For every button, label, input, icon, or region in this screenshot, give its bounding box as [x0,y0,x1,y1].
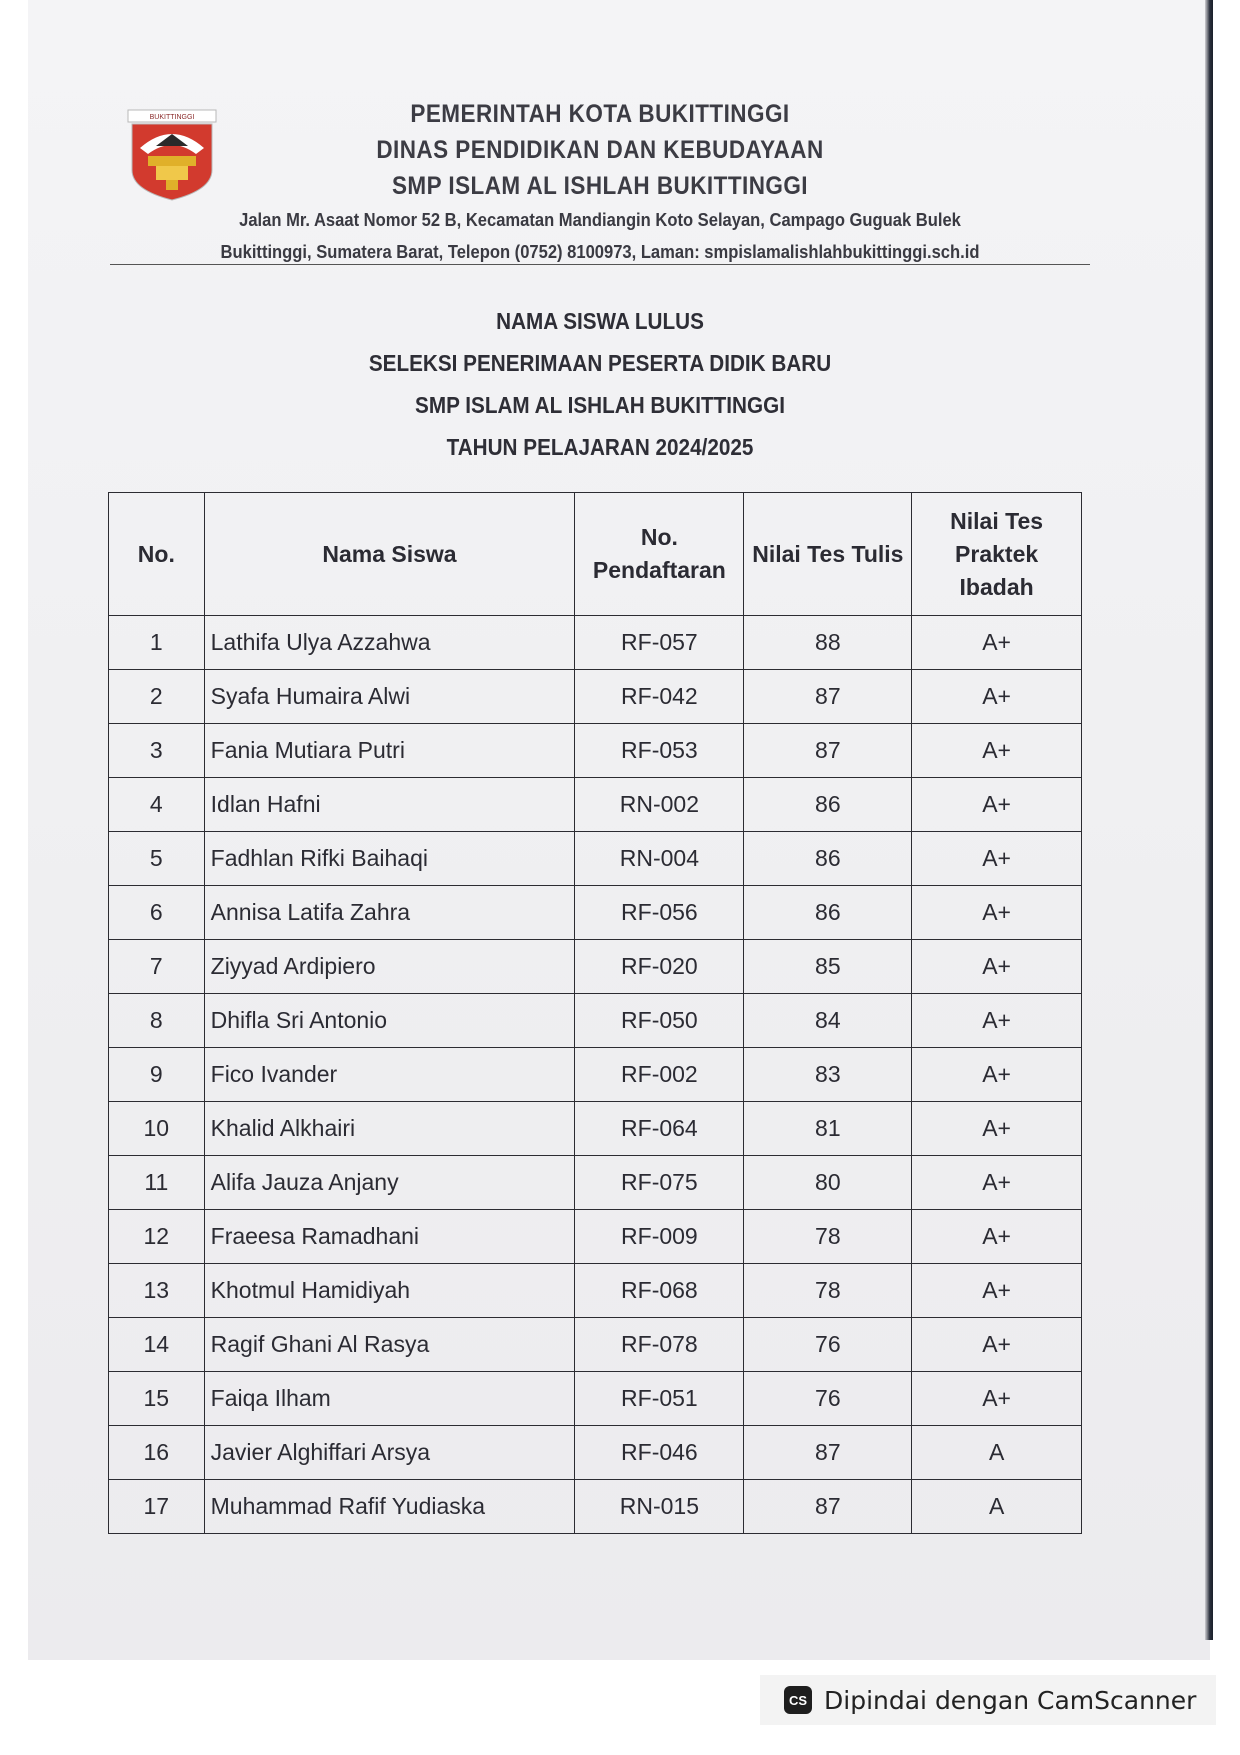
cell-worship-grade: A+ [912,1264,1082,1318]
cell-no: 13 [109,1264,205,1318]
header-worship-line1: Nilai Tes [950,507,1044,534]
cell-worship-grade: A+ [912,1372,1082,1426]
cell-worship-grade: A+ [912,1318,1082,1372]
cell-registration: RF-046 [575,1426,744,1480]
cell-worship-grade: A [912,1480,1082,1534]
cell-no: 5 [109,832,205,886]
header-name: Nama Siswa [204,493,575,616]
cell-registration: RF-020 [575,940,744,994]
cell-no: 17 [109,1480,205,1534]
cell-name: Khalid Alkhairi [204,1102,575,1156]
cell-written-score: 80 [744,1156,912,1210]
cell-name: Khotmul Hamidiyah [204,1264,575,1318]
cell-name: Fico Ivander [204,1048,575,1102]
table-row [109,1156,1082,1210]
cell-registration: RF-051 [575,1372,744,1426]
cell-written-score: 78 [744,1264,912,1318]
cell-registration: RN-002 [575,778,744,832]
cell-no: 4 [109,778,205,832]
cell-no: 1 [109,616,205,670]
paper-edge-shadow [1205,0,1213,1640]
cell-registration: RF-056 [575,886,744,940]
cell-written-score: 84 [744,994,912,1048]
table-row [109,1318,1082,1372]
cell-no: 6 [109,886,205,940]
cell-name: Alifa Jauza Anjany [204,1156,575,1210]
title-line1: NAMA SISWA LULUS [496,308,704,334]
table-row [109,1102,1082,1156]
cell-worship-grade: A+ [912,1048,1082,1102]
header-no: No. [109,493,205,616]
cell-no: 8 [109,994,205,1048]
cell-written-score: 76 [744,1372,912,1426]
header-worship-line3: Ibadah [959,573,1034,600]
cell-worship-grade: A+ [912,940,1082,994]
cell-name: Ziyyad Ardipiero [204,940,575,994]
cell-no: 11 [109,1156,205,1210]
header-registration [575,493,744,616]
cell-written-score: 81 [744,1102,912,1156]
cell-worship-grade: A+ [912,1210,1082,1264]
cell-written-score: 86 [744,886,912,940]
table-row [109,940,1082,994]
cell-written-score: 86 [744,832,912,886]
header-registration-line2: Pendaftaran [592,557,726,583]
cell-written-score: 86 [744,778,912,832]
letterhead [100,96,1100,268]
cell-name: Idlan Hafni [204,778,575,832]
logo-text: BUKITTINGGI [149,114,195,121]
header-written-test: Nilai Tes Tulis [744,493,912,616]
cell-worship-grade: A+ [912,1156,1082,1210]
cell-no: 16 [109,1426,205,1480]
cell-worship-grade: A+ [912,994,1082,1048]
camscanner-text: Dipindai dengan CamScanner [824,1685,1197,1715]
cell-worship-grade: A+ [912,778,1082,832]
cell-registration: RF-002 [575,1048,744,1102]
cell-registration: RF-057 [575,616,744,670]
cell-name: Javier Alghiffari Arsya [204,1426,575,1480]
cell-name: Annisa Latifa Zahra [204,886,575,940]
table-row [109,1426,1082,1480]
letterhead-school: SMP ISLAM AL ISHLAH BUKITTINGGI [391,172,809,200]
cell-name: Dhifla Sri Antonio [204,994,575,1048]
table-row [109,616,1082,670]
cell-no: 7 [109,940,205,994]
table-row [109,670,1082,724]
title-line4: TAHUN PELAJARAN 2024/2025 [446,434,754,460]
cell-registration: RN-004 [575,832,744,886]
cell-worship-grade: A+ [912,832,1082,886]
cell-written-score: 83 [744,1048,912,1102]
cell-name: Fania Mutiara Putri [204,724,575,778]
cell-registration: RF-068 [575,1264,744,1318]
table-row [109,724,1082,778]
title-line3: SMP ISLAM AL ISHLAH BUKITTINGGI [415,392,785,418]
cell-name: Fadhlan Rifki Baihaqi [204,832,575,886]
students-table [108,492,1082,1534]
letterhead-divider [110,264,1090,265]
header-worship-line2: Praktek [955,540,1039,567]
cell-registration: RF-042 [575,670,744,724]
table-row [109,778,1082,832]
letterhead-address-line1: Jalan Mr. Asaat Nomor 52 B, Kecamatan Mandiangin Koto Selayan, Campago Guguak Bulek [239,210,961,230]
table-row [109,1210,1082,1264]
cell-name: Syafa Humaira Alwi [204,670,575,724]
cell-no: 10 [109,1102,205,1156]
letterhead-department: DINAS PENDIDIKAN DAN KEBUDAYAAN [376,136,824,164]
cell-name: Muhammad Rafif Yudiaska [204,1480,575,1534]
header-registration-line1: No. [640,524,678,550]
table-row [109,1372,1082,1426]
cell-registration: RN-015 [575,1480,744,1534]
cell-registration: RF-050 [575,994,744,1048]
cell-registration: RF-053 [575,724,744,778]
header-worship-practice [912,493,1082,616]
table-header-row [109,493,1082,616]
table-body [109,616,1082,1534]
camscanner-icon: CS [784,1686,812,1714]
cell-written-score: 85 [744,940,912,994]
table-row [109,886,1082,940]
cell-name: Faiqa Ilham [204,1372,575,1426]
document-title [100,300,1100,468]
table-row [109,1480,1082,1534]
table-row [109,994,1082,1048]
cell-registration: RF-064 [575,1102,744,1156]
cell-no: 12 [109,1210,205,1264]
table-row [109,1048,1082,1102]
cell-written-score: 87 [744,1426,912,1480]
cell-registration: RF-078 [575,1318,744,1372]
cell-worship-grade: A+ [912,724,1082,778]
letterhead-government: PEMERINTAH KOTA BUKITTINGGI [410,100,790,128]
cell-registration: RF-075 [575,1156,744,1210]
cell-worship-grade: A+ [912,886,1082,940]
cell-no: 15 [109,1372,205,1426]
cell-name: Lathifa Ulya Azzahwa [204,616,575,670]
cell-registration: RF-009 [575,1210,744,1264]
cell-written-score: 88 [744,616,912,670]
cell-written-score: 78 [744,1210,912,1264]
cell-no: 3 [109,724,205,778]
camscanner-watermark [760,1675,1216,1725]
letterhead-address-line2: Bukittinggi, Sumatera Barat, Telepon (0752) 8100973, Laman: smpislamalishlahbukittinggi.sch.id [220,242,980,262]
cell-worship-grade: A+ [912,1102,1082,1156]
cell-worship-grade: A+ [912,670,1082,724]
cell-no: 2 [109,670,205,724]
cell-written-score: 76 [744,1318,912,1372]
table-row [109,1264,1082,1318]
cell-no: 9 [109,1048,205,1102]
cell-written-score: 87 [744,1480,912,1534]
title-line2: SELEKSI PENERIMAAN PESERTA DIDIK BARU [368,350,832,376]
cell-no: 14 [109,1318,205,1372]
cell-name: Ragif Ghani Al Rasya [204,1318,575,1372]
cell-worship-grade: A+ [912,616,1082,670]
cell-worship-grade: A [912,1426,1082,1480]
table-row [109,832,1082,886]
cell-written-score: 87 [744,670,912,724]
cell-written-score: 87 [744,724,912,778]
cell-name: Fraeesa Ramadhani [204,1210,575,1264]
